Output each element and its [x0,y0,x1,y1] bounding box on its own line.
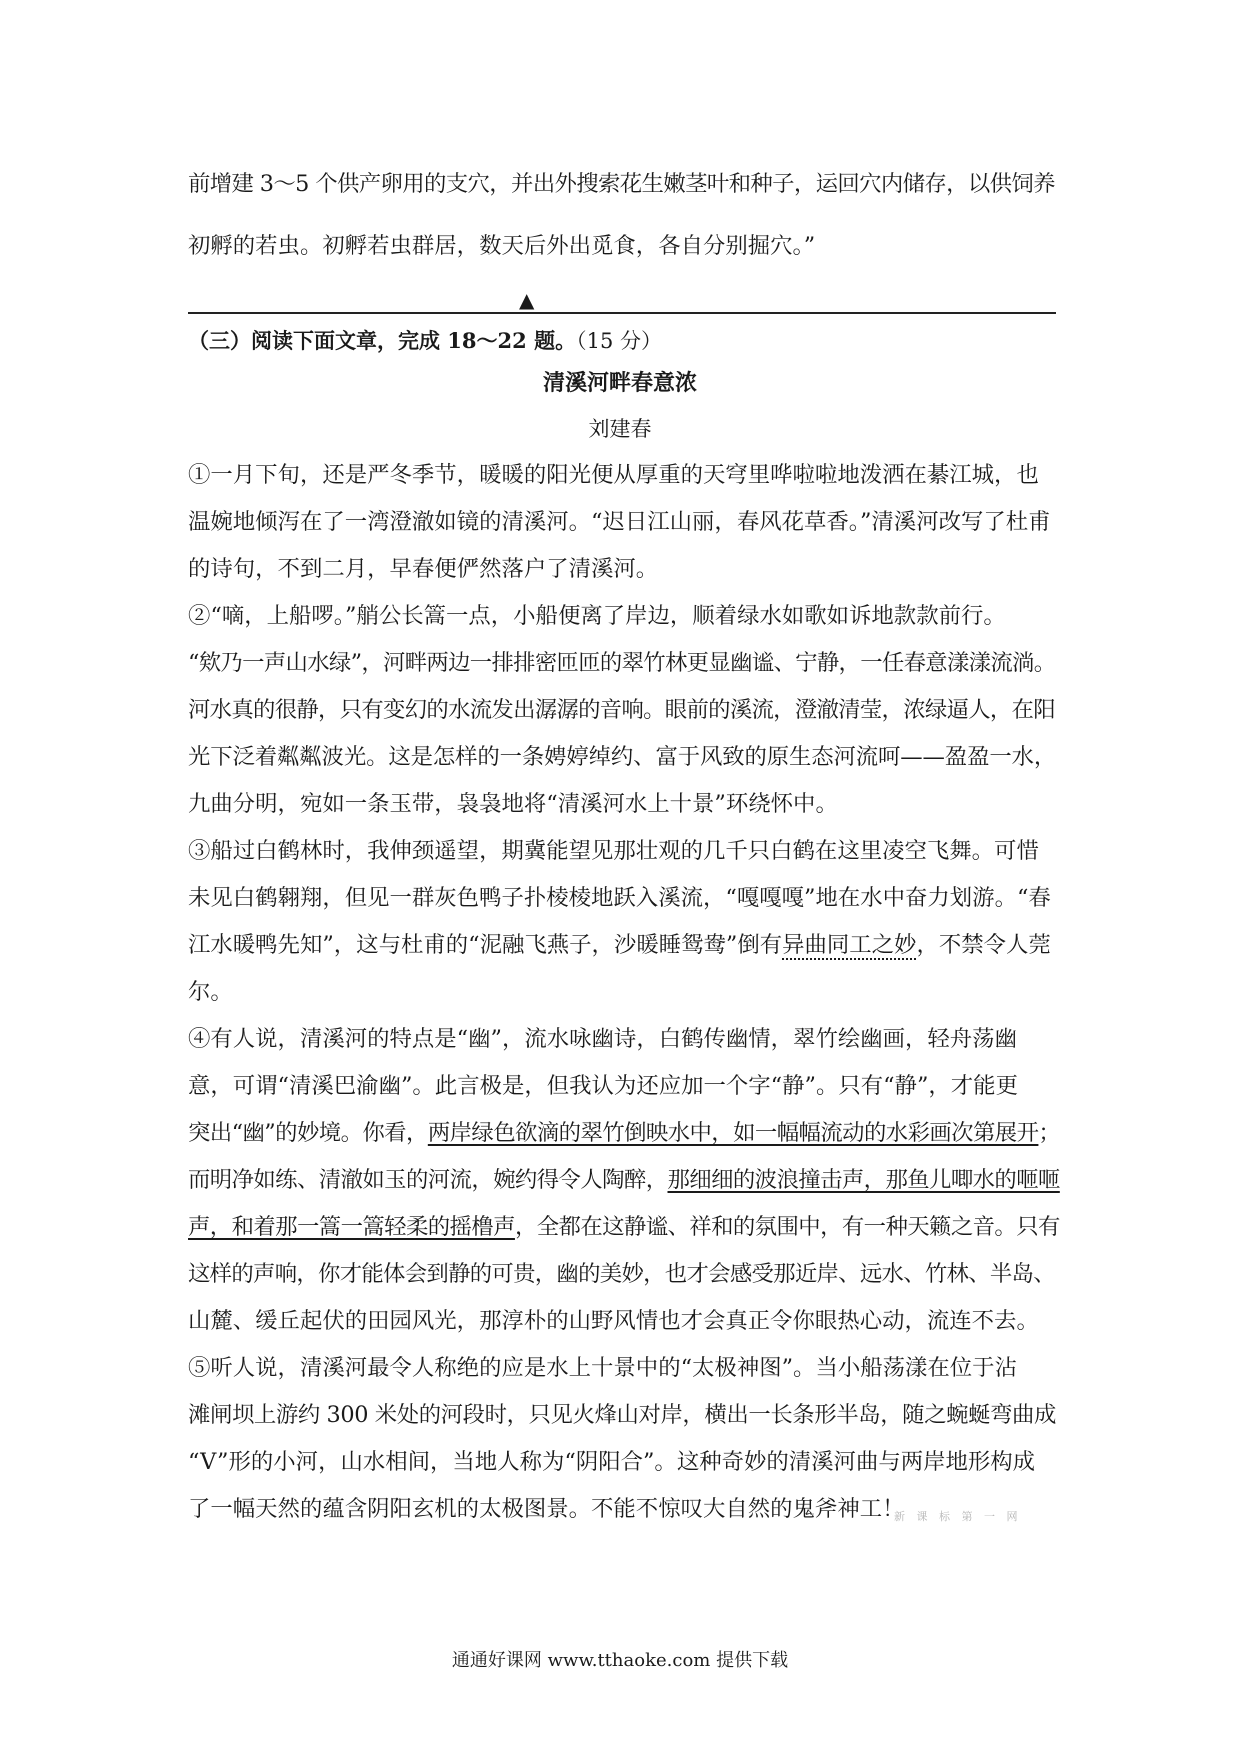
text-span: ； [1038,1120,1061,1146]
underlined-sentence: 那细细的波浪撞击声，那鱼儿唧水的咂咂 [667,1167,1060,1193]
paragraph-5-line: 滩闸坝上游约 300 米处的河段时，只见火烽山对岸，横出一长条形半岛，随之蜿蜒弯曲成 [188,1402,1057,1428]
section-score: （15 分） [576,329,662,353]
paragraph-4-line: ④有人说，清溪河的特点是“幽”，流水咏幽诗，白鹤传幽情，翠竹绘幽画，轻舟荡幽 [188,1026,1017,1052]
previous-text-line-1: 前增建 3～5 个供产卵用的支穴，并出外搜索花生嫩茎叶和种子，运回穴内储存，以供饲养 [188,171,1055,197]
paragraph-3-line: 未见白鹤翱翔，但见一群灰色鸭子扑棱棱地跃入溪流，“嘎嘎嘎”地在水中奋力划游。“春 [188,885,1051,911]
paragraph-3-line: ③船过白鹤林时，我伸颈遥望，期冀能望见那壮观的几千只白鹤在这里凌空飞舞。可惜 [188,838,1039,864]
underlined-sentence: 两岸绿色欲滴的翠竹倒映水中，如一幅幅流动的水彩画次第展开 [427,1120,1039,1146]
paragraph-2-line: “欸乃一声山水绿”，河畔两边一排排密匝匝的翠竹林更显幽谧、宁静，一任春意漾漾流淌。 [188,650,1056,676]
dotted-emphasis-phrase: 异曲同工之妙 [782,932,917,958]
paragraph-4-line: 意，可谓“清溪巴渝幽”。此言极是，但我认为还应加一个字“静”。只有“静”，才能更 [188,1073,1018,1099]
paragraph-4-line [188,1115,1061,1147]
paragraph-2-line: 河水真的很静，只有变幻的水流发出潺潺的音响。眼前的溪流，澄澈清莹，浓绿逼人，在阳 [188,697,1055,723]
paragraph-1-line: 温婉地倾泻在了一湾澄澈如镜的清溪河。“迟日江山丽，春风花草香。”清溪河改写了杜甫 [188,509,1051,535]
section-heading [188,325,662,355]
paragraph-1-line: ①一月下旬，还是严冬季节，暖暖的阳光便从厚重的天穹里哗啦啦地泼洒在綦江城，也 [188,462,1039,488]
section-heading-text: （三）阅读下面文章，完成 18～22 题。 [188,328,577,353]
text-span: 江水暖鸭先知”，这与杜甫的“泥融飞燕子，沙暖睡鸳鸯”倒有 [188,932,783,958]
paragraph-3-line: 尔。 [188,979,233,1005]
article-author: 刘建春 [588,417,652,441]
paragraph-5-line: “V”形的小河，山水相间，当地人称为“阴阳合”。这种奇妙的清溪河曲与两岸地形构成 [188,1449,1036,1475]
paragraph-2-line: 九曲分明，宛如一条玉带，袅袅地将“清溪河水上十景”环绕怀中。 [188,791,838,817]
previous-text-line-2: 初孵的若虫。初孵若虫群居，数天后外出觅食，各自分别掘穴。” [188,233,816,259]
text-span: 而明净如练、清澈如玉的河流，婉约得令人陶醉， [188,1167,668,1193]
triangle-marker: ▲ [519,288,535,312]
paragraph-4-line: 山麓、缓丘起伏的田园风光，那淳朴的山野风情也才会真正令你眼热心动，流连不去。 [188,1308,1039,1334]
paragraph-2-line: ②“嘀，上船啰。”艄公长篙一点，小船便离了岸边，顺着绿水如歌如诉地款款前行。 [188,603,1006,629]
paragraph-2-line: 光下泛着粼粼波光。这是怎样的一条娉婷绰约、富于风致的原生态河流呵——盈盈一水， [188,744,1057,770]
text-span: ，不禁令人莞 [916,932,1051,958]
section-divider [188,312,1056,314]
paragraph-3-line [188,927,1056,959]
text-span: ，全都在这静谧、祥和的氛围中，有一种天籁之音。只有 [514,1214,1060,1240]
paragraph-5-line: 了一幅天然的蕴含阴阳玄机的太极图景。不能不惊叹大自然的鬼斧神工！ [188,1496,905,1522]
paragraph-1-line: 的诗句，不到二月，早春便俨然落户了清溪河。 [188,556,659,582]
watermark: 新 课 标 第 一 网 [894,1510,1022,1523]
paragraph-4-line [188,1162,1060,1194]
paragraph-4-line: 这样的声响，你才能体会到静的可贵，幽的美妙，也才会感受那近岸、远水、竹林、半岛、 [188,1261,1055,1287]
page-footer: 通通好课网 www.tthaoke.com 提供下载 [451,1650,789,1671]
underlined-sentence: 声，和着那一篙一篙轻柔的摇橹声 [188,1214,515,1240]
article-title: 清溪河畔春意浓 [542,370,697,396]
paragraph-4-line [188,1209,1060,1241]
paragraph-5-line: ⑤听人说，清溪河最令人称绝的应是水上十景中的“太极神图”。当小船荡漾在位于沾 [188,1355,1017,1381]
text-span: 突出“幽”的妙境。你看， [188,1120,428,1146]
